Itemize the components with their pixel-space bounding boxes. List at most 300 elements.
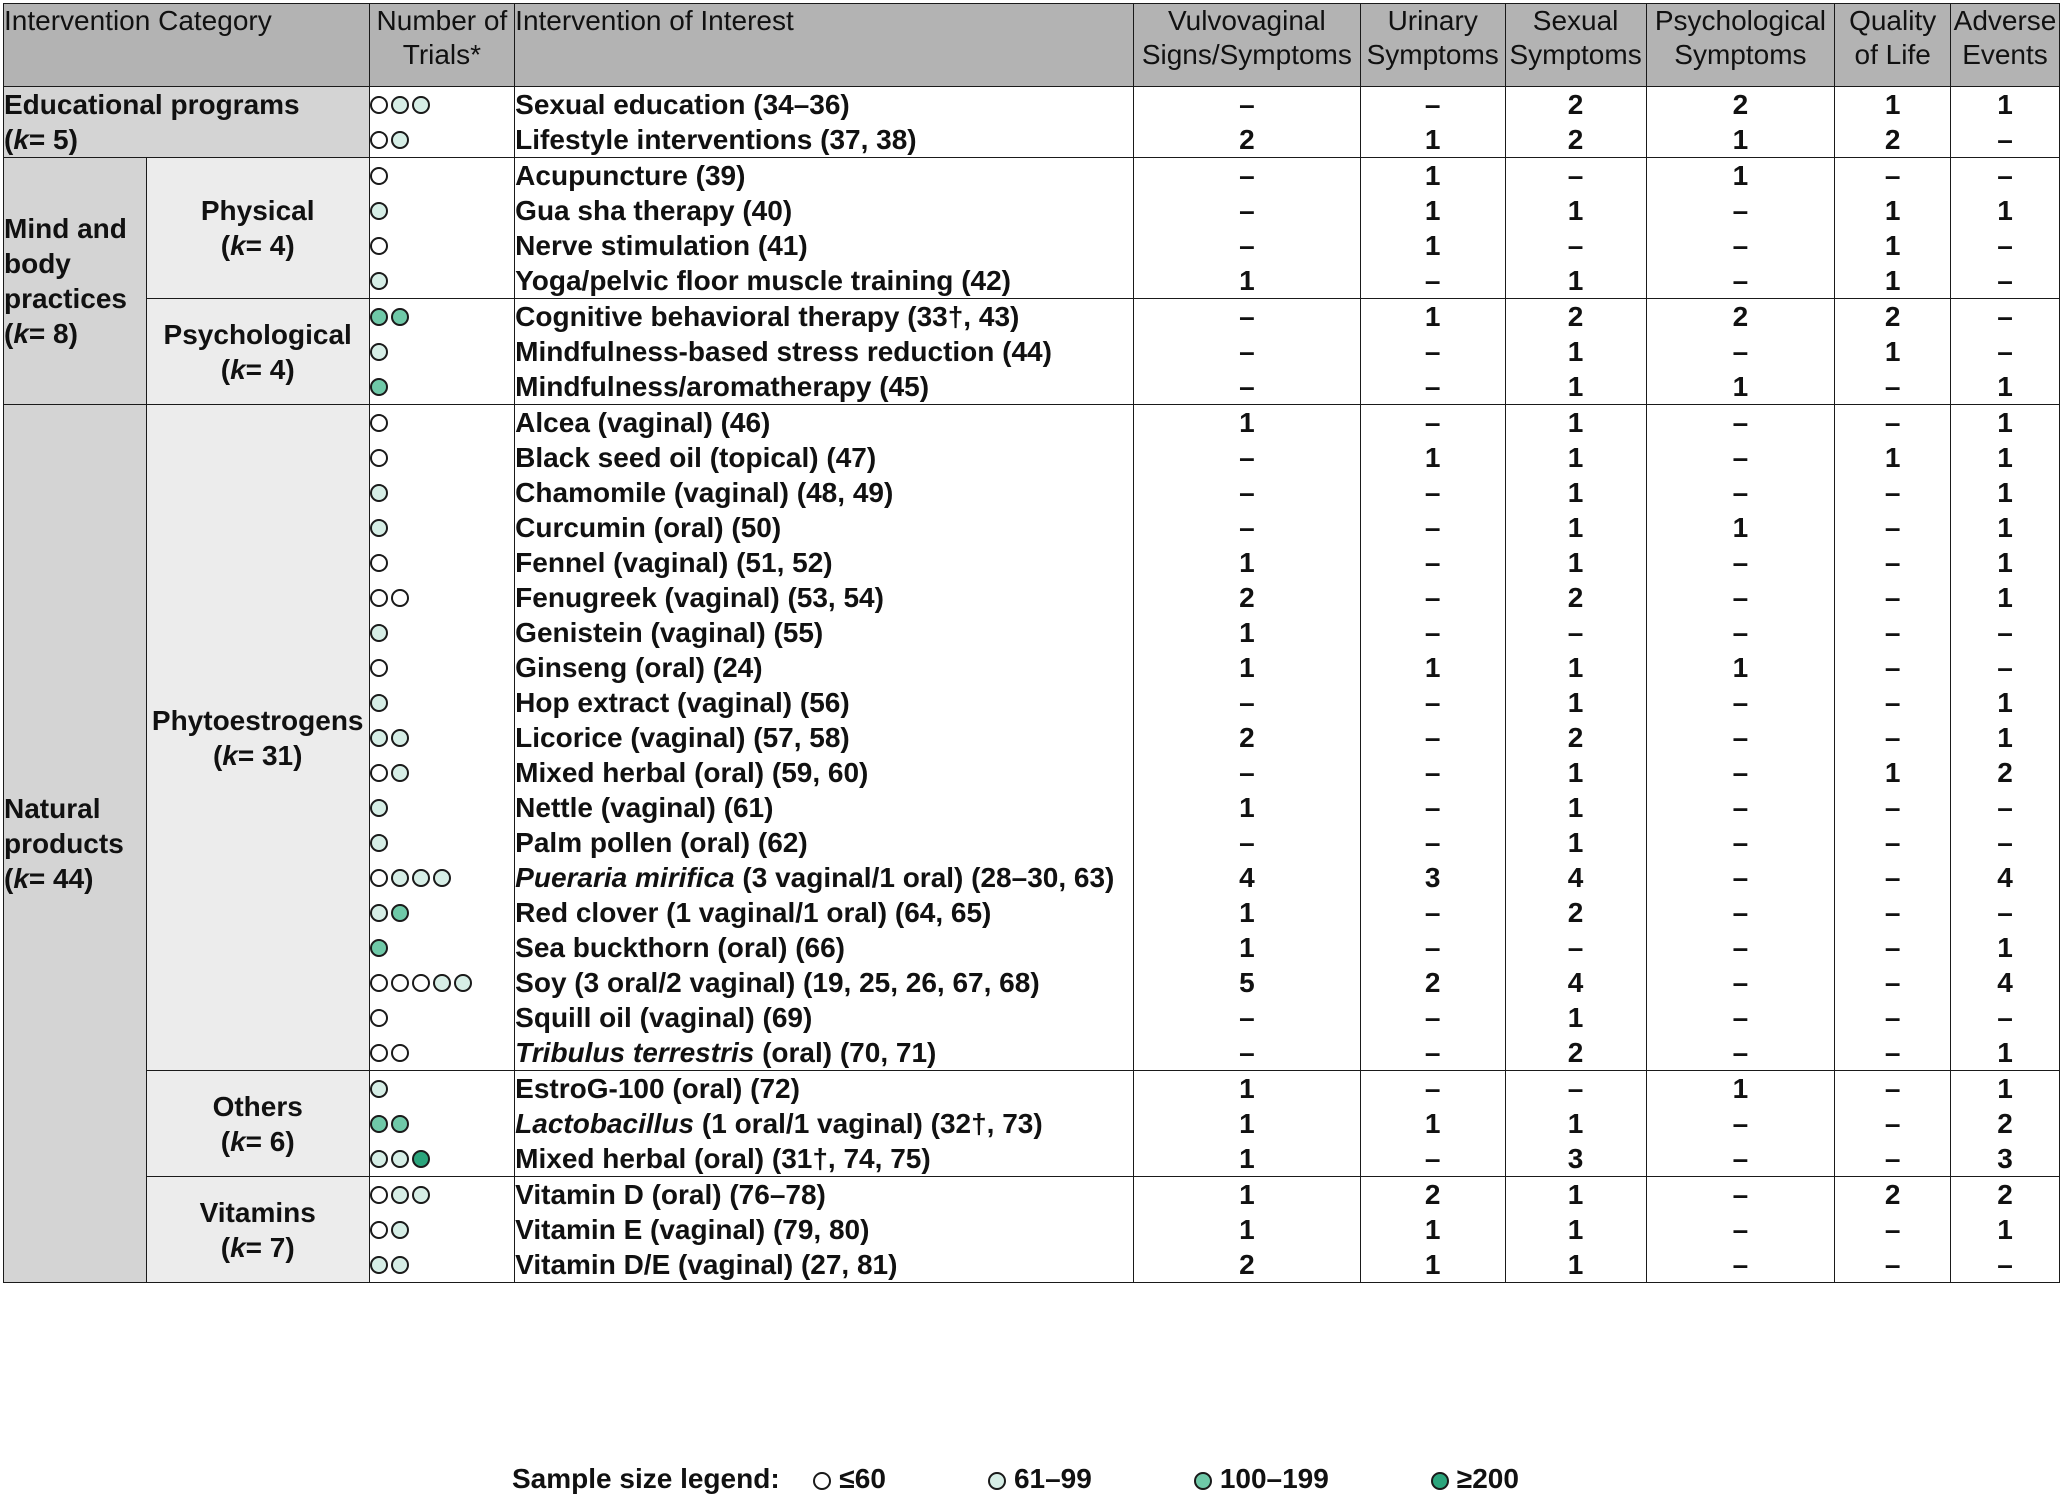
trial-dots <box>370 685 515 720</box>
trial-count: 1 <box>1239 1214 1255 1245</box>
vulvovaginal-cell <box>1133 405 1360 1071</box>
trial-dots <box>370 615 515 650</box>
psychological-cell <box>1646 1177 1835 1283</box>
header-trials: Number of Trials* <box>369 4 515 87</box>
trial-count: – <box>1239 512 1255 543</box>
trial-dots <box>370 580 515 615</box>
header-intervention: Intervention of Interest <box>515 4 1134 87</box>
subcategory-phyto <box>146 405 369 1071</box>
trial-count: – <box>1884 967 1901 998</box>
subcategory-physical-line: Physical <box>200 195 315 226</box>
sample-size-circle-icon <box>1194 1472 1212 1490</box>
trial-count: – <box>1732 195 1749 226</box>
trial-count: – <box>1732 547 1749 578</box>
legend-label: 61–99 <box>1013 1463 1092 1494</box>
trial-count: – <box>1239 477 1255 508</box>
intervention-name-rest: (1 oral/1 vaginal) (32†, 73) <box>694 1108 1043 1139</box>
trial-dots <box>370 228 515 263</box>
intervention-name: Black seed oil (topical) (47) <box>515 442 877 473</box>
trial-count: 4 <box>1997 862 2013 893</box>
intervention-name: Curcumin (oral) (50) <box>515 512 782 543</box>
trial-count: – <box>1732 1002 1749 1033</box>
trial-count: 2 <box>1567 582 1584 613</box>
trial-dots <box>370 334 515 369</box>
sample-size-circle-icon <box>412 974 430 992</box>
sample-size-circle-icon <box>391 1150 409 1168</box>
trial-count: – <box>1732 757 1749 788</box>
sample-size-circle-icon <box>988 1472 1006 1490</box>
legend-label: ≤60 <box>839 1463 886 1494</box>
intervention-name: Vitamin D/E (vaginal) (27, 81) <box>515 1249 898 1280</box>
sample-size-circle-icon <box>370 1009 388 1027</box>
intervention-name-italic: Pueraria mirifica <box>515 862 735 893</box>
sample-size-circle-icon <box>391 1221 409 1239</box>
sample-size-circle-icon <box>370 554 388 572</box>
subcategory-psychological-line: (k= 4) <box>220 353 295 385</box>
trial-dots <box>370 720 515 755</box>
trial-count: 2 <box>1239 1249 1255 1280</box>
intervention-name: Genistein (vaginal) (55) <box>515 617 824 648</box>
sample-size-circle-icon <box>370 1221 388 1239</box>
trial-count: – <box>1567 160 1584 191</box>
subcategory-vitamins-line: (k= 7) <box>220 1231 295 1263</box>
trial-count: 1 <box>1424 195 1441 226</box>
intervention-cell <box>515 1177 1134 1283</box>
trial-count: – <box>1884 477 1901 508</box>
trial-count: 1 <box>1567 652 1584 683</box>
adverse-events-cell <box>1951 405 2060 1071</box>
sample-size-circle-icon <box>391 1186 409 1204</box>
trial-count: – <box>1424 336 1441 367</box>
sample-size-circle-icon <box>370 799 388 817</box>
trials-cell <box>369 299 515 405</box>
trial-count: – <box>1884 897 1901 928</box>
trial-count: 2 <box>1239 722 1255 753</box>
category-mind-line: body <box>4 248 71 279</box>
sexual-cell <box>1505 1071 1646 1177</box>
sample-size-circle-icon <box>370 1256 388 1274</box>
trial-dots <box>370 860 515 895</box>
trial-count: 1 <box>1567 477 1584 508</box>
trial-count: 1 <box>1424 1249 1441 1280</box>
trial-count: 1 <box>1997 407 2013 438</box>
trial-count: 1 <box>1239 407 1255 438</box>
psychological-cell <box>1646 158 1835 299</box>
trial-count: 1 <box>1732 512 1749 543</box>
trials-cell <box>369 87 515 158</box>
sample-size-circle-icon <box>370 869 388 887</box>
intervention-name: Ginseng (oral) (24) <box>515 652 763 683</box>
intervention-name: Sea buckthorn (oral) (66) <box>515 932 846 963</box>
sample-size-circle-icon <box>370 694 388 712</box>
intervention-name: Squill oil (vaginal) (69) <box>515 1002 813 1033</box>
trial-count: – <box>1424 477 1441 508</box>
intervention-name-italic: Lactobacillus <box>515 1108 695 1139</box>
trial-count: 1 <box>1884 89 1901 120</box>
category-edu <box>4 87 370 158</box>
trial-count: – <box>1732 1108 1749 1139</box>
group-row-edu <box>4 87 2060 158</box>
trial-dots <box>370 1212 515 1247</box>
trial-dots <box>370 510 515 545</box>
trial-count: – <box>1884 1108 1901 1139</box>
trial-count: 2 <box>1567 722 1584 753</box>
trial-count: 2 <box>1884 124 1901 155</box>
intervention-name: Mindfulness-based stress reduction (44) <box>515 336 1052 367</box>
trial-count: 2 <box>1424 967 1441 998</box>
trial-count: 1 <box>1239 1143 1255 1174</box>
intervention-name: Nettle (vaginal) (61) <box>515 792 774 823</box>
intervention-name: EstroG-100 (oral) (72) <box>515 1073 800 1104</box>
trial-count: – <box>1239 827 1255 858</box>
trial-dots <box>370 930 515 965</box>
trial-count: 1 <box>1567 371 1584 402</box>
trial-count: – <box>1732 827 1749 858</box>
subcategory-others-line: Others <box>212 1090 303 1122</box>
trial-count: 1 <box>1884 757 1901 788</box>
trial-count: – <box>1424 582 1441 613</box>
trial-count: 4 <box>1239 862 1255 893</box>
trial-count: – <box>1424 827 1441 858</box>
trial-dots <box>370 755 515 790</box>
trial-count: – <box>1884 160 1901 191</box>
trial-count: – <box>1424 1073 1441 1104</box>
sample-size-circle-icon <box>391 904 409 922</box>
sample-size-legend <box>512 1463 1519 1495</box>
sexual-cell <box>1505 87 1646 158</box>
intervention-name: Lifestyle interventions (37, 38) <box>515 124 917 155</box>
trial-count: 1 <box>1567 547 1584 578</box>
sample-size-circle-icon <box>370 939 388 957</box>
intervention-cell <box>515 158 1134 299</box>
trial-count: – <box>1239 336 1255 367</box>
adverse-events-cell <box>1951 87 2060 158</box>
sample-size-circle-icon <box>391 1256 409 1274</box>
trial-count: – <box>1424 1037 1441 1068</box>
trial-count: 1 <box>1567 1214 1584 1245</box>
intervention-name: Fenugreek (vaginal) (53, 54) <box>515 582 884 613</box>
trial-count: 1 <box>1997 582 2013 613</box>
trial-count: – <box>1997 792 2013 823</box>
intervention-name <box>515 860 1133 895</box>
trial-count: 1 <box>1997 89 2013 120</box>
trial-count: 2 <box>1997 1108 2013 1139</box>
intervention-name: Mixed herbal (oral) (31†, 74, 75) <box>515 1143 931 1174</box>
trial-count: – <box>1424 687 1441 718</box>
trial-count: 1 <box>1567 442 1584 473</box>
trial-count: – <box>1997 617 2013 648</box>
vulvovaginal-cell <box>1133 87 1360 158</box>
trial-dots <box>370 1071 515 1106</box>
header-sexual: Sexual Symptoms <box>1505 4 1646 87</box>
trial-dots <box>370 475 515 510</box>
psychological-cell <box>1646 405 1835 1071</box>
trial-count: – <box>1997 827 2013 858</box>
trial-count: 2 <box>1732 89 1749 120</box>
trial-count: 1 <box>1424 124 1441 155</box>
intervention-cell <box>515 87 1134 158</box>
header-vulvovaginal: Vulvovaginal Signs/Symptoms <box>1133 4 1360 87</box>
trial-count: – <box>1732 792 1749 823</box>
trial-dots <box>370 193 515 228</box>
sample-size-circle-icon <box>370 974 388 992</box>
trial-count: – <box>1884 512 1901 543</box>
trial-count: – <box>1732 722 1749 753</box>
trials-cell <box>369 405 515 1071</box>
sample-size-circle-icon <box>370 96 388 114</box>
trial-count: 1 <box>1732 160 1749 191</box>
trial-count: – <box>1884 652 1901 683</box>
trial-count: 2 <box>1997 757 2013 788</box>
trial-count: 3 <box>1997 1143 2013 1174</box>
sample-size-circle-icon <box>370 729 388 747</box>
sample-size-circle-icon <box>454 974 472 992</box>
category-natural-line: products <box>4 828 124 859</box>
sample-size-circle-icon <box>370 343 388 361</box>
sample-size-circle-icon <box>370 659 388 677</box>
trial-count: – <box>1884 687 1901 718</box>
sample-size-circle-icon <box>412 1186 430 1204</box>
intervention-name: Fennel (vaginal) (51, 52) <box>515 547 833 578</box>
trial-dots <box>370 790 515 825</box>
trial-count: – <box>1424 89 1441 120</box>
trial-dots <box>370 299 515 334</box>
sample-size-circle-icon <box>412 1150 430 1168</box>
sample-size-circle-icon <box>370 1080 388 1098</box>
sample-size-circle-icon <box>391 764 409 782</box>
trial-count: 1 <box>1567 757 1584 788</box>
sample-size-circle-icon <box>370 378 388 396</box>
sample-size-circle-icon <box>412 96 430 114</box>
intervention-cell <box>515 1071 1134 1177</box>
trial-count: 1 <box>1567 1249 1584 1280</box>
sample-size-circle-icon <box>813 1472 831 1490</box>
sexual-cell <box>1505 299 1646 405</box>
header-urinary: Urinary Symptoms <box>1360 4 1505 87</box>
legend-item <box>813 1463 886 1495</box>
trial-count: 1 <box>1884 442 1901 473</box>
intervention-name: Gua sha therapy (40) <box>515 195 793 226</box>
sample-size-circle-icon <box>370 449 388 467</box>
header-row <box>4 4 2060 87</box>
trial-count: 1 <box>1732 1073 1749 1104</box>
trial-count: 1 <box>1567 1179 1584 1210</box>
category-mind-line: (k= 8) <box>4 318 78 349</box>
trial-count: – <box>1884 1037 1901 1068</box>
trial-count: – <box>1567 1073 1584 1104</box>
trial-count: 2 <box>1997 1179 2013 1210</box>
trial-count: – <box>1239 160 1255 191</box>
trial-dots <box>370 158 515 193</box>
header-psychological: Psychological Symptoms <box>1646 4 1835 87</box>
trial-count: 1 <box>1239 897 1255 928</box>
trial-count: 1 <box>1239 652 1255 683</box>
sample-size-circle-icon <box>370 237 388 255</box>
sample-size-circle-icon <box>370 1044 388 1062</box>
trial-count: 1 <box>1239 1179 1255 1210</box>
trial-count: – <box>1424 407 1441 438</box>
sample-size-circle-icon <box>391 729 409 747</box>
trial-count: – <box>1732 1214 1749 1245</box>
trial-count: – <box>1567 932 1584 963</box>
intervention-name: Acupuncture (39) <box>515 160 746 191</box>
intervention-name-rest: (oral) (70, 71) <box>754 1037 937 1068</box>
psychological-cell <box>1646 87 1835 158</box>
sample-size-circle-icon <box>370 1186 388 1204</box>
sample-size-circle-icon <box>370 624 388 642</box>
intervention-name-rest: (3 vaginal/1 oral) (28–30, 63) <box>734 862 1115 893</box>
trial-count: – <box>1884 582 1901 613</box>
adverse-events-cell <box>1951 158 2060 299</box>
trial-count: 2 <box>1567 897 1584 928</box>
trial-dots <box>370 965 515 1000</box>
intervention-name: Red clover (1 vaginal/1 oral) (64, 65) <box>515 897 992 928</box>
intervention-name: Yoga/pelvic floor muscle training (42) <box>515 265 1011 296</box>
trial-count: 3 <box>1567 1143 1584 1174</box>
adverse-events-cell <box>1951 1071 2060 1177</box>
trial-count: 1 <box>1567 1002 1584 1033</box>
intervention-name: Sexual education (34–36) <box>515 89 850 120</box>
trial-dots <box>370 895 515 930</box>
trial-count: 1 <box>1997 1073 2013 1104</box>
intervention-name: Nerve stimulation (41) <box>515 230 808 261</box>
legend-item <box>1194 1463 1329 1495</box>
trial-count: – <box>1239 687 1255 718</box>
category-edu-line: Educational programs <box>4 89 300 120</box>
subgroup-row-others <box>4 1071 2060 1177</box>
trial-count: 1 <box>1567 195 1584 226</box>
category-natural-line: Natural <box>4 793 101 824</box>
legend-label: ≥200 <box>1456 1463 1519 1494</box>
intervention-cell <box>515 405 1134 1071</box>
trial-count: 1 <box>1567 1108 1584 1139</box>
trial-count: 1 <box>1884 230 1901 261</box>
trial-count: – <box>1239 195 1255 226</box>
adverse-events-cell <box>1951 299 2060 405</box>
trial-count: – <box>1424 932 1441 963</box>
intervention-name: Alcea (vaginal) (46) <box>515 407 771 438</box>
trial-count: – <box>1997 160 2013 191</box>
trial-count: – <box>1732 336 1749 367</box>
subcategory-psychological-line: Psychological <box>163 318 352 350</box>
trial-count: 1 <box>1424 442 1441 473</box>
trial-count: – <box>1424 547 1441 578</box>
trial-count: – <box>1884 827 1901 858</box>
trial-dots <box>370 1000 515 1035</box>
trial-dots <box>370 825 515 860</box>
intervention-name: Chamomile (vaginal) (48, 49) <box>515 477 894 508</box>
trial-dots <box>370 122 515 157</box>
subgroup-row-vitamins <box>4 1177 2060 1283</box>
sample-size-circle-icon <box>391 1115 409 1133</box>
evidence-map-table <box>3 3 2060 1283</box>
category-natural <box>4 405 147 1283</box>
sample-size-circle-icon <box>433 869 451 887</box>
sample-size-circle-icon <box>370 414 388 432</box>
trial-count: 1 <box>1732 371 1749 402</box>
subcategory-phyto-line: (k= 31) <box>212 739 303 771</box>
trial-count: 1 <box>1997 442 2013 473</box>
trials-cell <box>369 158 515 299</box>
trial-count: 1 <box>1239 932 1255 963</box>
sample-size-circle-icon <box>370 272 388 290</box>
trial-dots <box>370 369 515 404</box>
subcategory-phyto-line: Phytoestrogens <box>151 704 364 736</box>
subcategory-others-line: (k= 6) <box>220 1125 295 1157</box>
trial-count: 1 <box>1997 195 2013 226</box>
trial-dots <box>370 405 515 440</box>
trial-count: 1 <box>1239 792 1255 823</box>
trial-dots <box>370 263 515 298</box>
trial-count: – <box>1884 1214 1901 1245</box>
header-quality-of-life: Quality of Life <box>1835 4 1951 87</box>
urinary-cell <box>1360 158 1505 299</box>
intervention-name: Cognitive behavioral therapy (33†, 43) <box>515 301 1020 332</box>
trial-count: – <box>1884 1073 1901 1104</box>
subgroup-row-phyto <box>4 405 2060 1071</box>
intervention-name: Mindfulness/aromatherapy (45) <box>515 371 930 402</box>
trial-count: 5 <box>1239 967 1255 998</box>
header-category: Intervention Category <box>4 4 370 87</box>
trial-count: 1 <box>1424 1108 1441 1139</box>
sample-size-circle-icon <box>433 974 451 992</box>
trial-count: – <box>1884 792 1901 823</box>
intervention-name: Soy (3 oral/2 vaginal) (19, 25, 26, 67, 68) <box>515 967 1040 998</box>
legend-title: Sample size legend: <box>512 1463 780 1494</box>
trial-dots <box>370 1141 515 1176</box>
trial-count: 2 <box>1567 89 1584 120</box>
quality-of-life-cell <box>1835 158 1951 299</box>
trial-count: – <box>1732 265 1749 296</box>
trial-count: – <box>1424 512 1441 543</box>
trial-count: – <box>1732 442 1749 473</box>
sample-size-circle-icon <box>370 131 388 149</box>
trial-count: – <box>1884 407 1901 438</box>
sample-size-circle-icon <box>412 869 430 887</box>
trial-count: 2 <box>1567 1037 1584 1068</box>
sample-size-circle-icon <box>391 96 409 114</box>
table-body <box>4 87 2060 1283</box>
header-adverse-events: Adverse Events <box>1951 4 2060 87</box>
trial-count: – <box>1567 230 1584 261</box>
trial-count: 1 <box>1997 932 2013 963</box>
trial-count: – <box>1239 301 1255 332</box>
subcategory-vitamins-line: Vitamins <box>199 1196 316 1228</box>
intervention-cell <box>515 299 1134 405</box>
trial-count: 1 <box>1424 160 1441 191</box>
trial-count: – <box>1997 336 2013 367</box>
trial-count: – <box>1997 124 2013 155</box>
trial-count: 1 <box>1239 1108 1255 1139</box>
vulvovaginal-cell <box>1133 299 1360 405</box>
trial-count: – <box>1732 477 1749 508</box>
trial-count: 2 <box>1732 301 1749 332</box>
sample-size-circle-icon <box>391 869 409 887</box>
urinary-cell <box>1360 1071 1505 1177</box>
trial-count: 2 <box>1884 1179 1901 1210</box>
sample-size-circle-icon <box>370 1150 388 1168</box>
trial-count: 1 <box>1567 792 1584 823</box>
quality-of-life-cell <box>1835 299 1951 405</box>
intervention-name: Palm pollen (oral) (62) <box>515 827 808 858</box>
sample-size-circle-icon <box>370 834 388 852</box>
sample-size-circle-icon <box>370 589 388 607</box>
legend-label: 100–199 <box>1219 1463 1329 1494</box>
trial-count: 1 <box>1567 827 1584 858</box>
psychological-cell <box>1646 299 1835 405</box>
trial-count: – <box>1424 1002 1441 1033</box>
trial-count: 1 <box>1732 652 1749 683</box>
